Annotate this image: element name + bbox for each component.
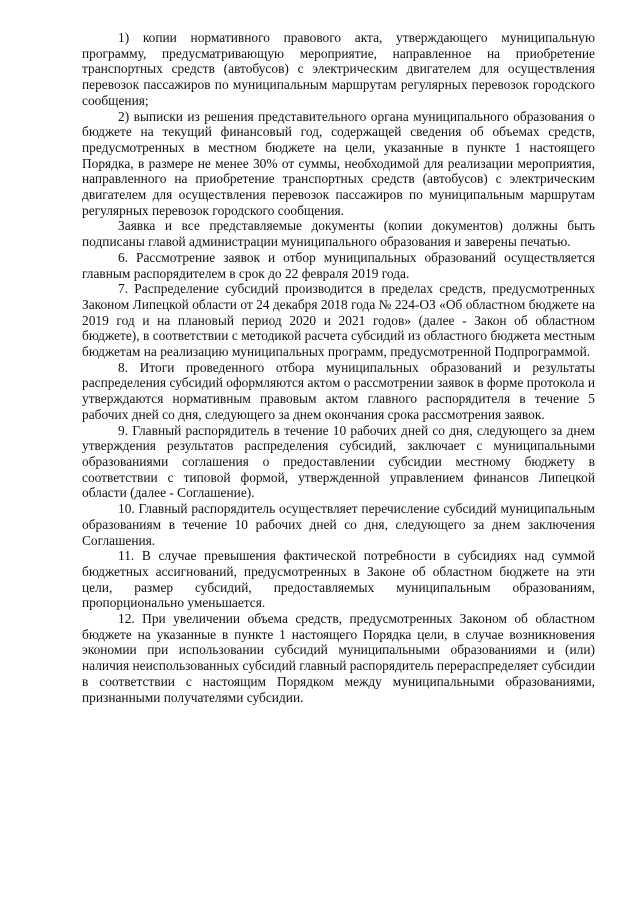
document-page (82, 30, 595, 705)
paragraph-8-results: 8. Итоги проведенного отбора муниципальных образований и результаты распределения субсидий оформляются актом о рассмотрении заявок в форме протокола и утверждаются нормативным правовым актом главного распорядителя в течение 5 рабочих дней со дня, следующего за днем окончания срока рассмотрения заявок. (82, 359, 595, 422)
paragraph-item-1-copy-of-act: 1) копии нормативного правового акта, утверждающего муниципальную программу, предусматривающую мероприятие, направленное на приобретение транспортных средств (автобусов) с электрическим двигателем для осуществления перевозок пассажиров по муниципальным маршрутам регулярных перевозок городского сообщения; (82, 30, 595, 108)
paragraph-12-redistribution: 12. При увеличении объема средств, предусмотренных Законом об областном бюджете на указанные в пункте 1 настоящего Порядка цели, в случае возникновения экономии при использовании субсидий муниципальными образованиями и (или) наличия неиспользованных субсидий главный распорядитель перераспределяет субсидии в соответствии с настоящим Порядком между муниципальными образованиями, признанными получателями субсидии. (82, 611, 595, 705)
paragraph-6-review: 6. Рассмотрение заявок и отбор муниципальных образований осуществляется главным распорядителем в срок до 22 февраля 2019 года. (82, 249, 595, 281)
paragraph-10-transfer: 10. Главный распорядитель осуществляет перечисление субсидий муниципальным образованиям в течение 10 рабочих дней со дня, следующего за днем заключения Соглашения. (82, 501, 595, 548)
paragraph-7-distribution: 7. Распределение субсидий производится в пределах средств, предусмотренных Законом Липецкой области от 24 декабря 2018 года № 224-ОЗ «Об областном бюджете на 2019 год и на плановый период 2020 и 2021 годов» (далее - Закон об областном бюджете), в соответствии с методикой расчета субсидий из областного бюджета местным бюджетам на реализацию муниципальных программ, предусмотренной Подпрограммой. (82, 281, 595, 360)
paragraph-9-agreement: 9. Главный распорядитель в течение 10 рабочих дней со дня, следующего за днем утверждения результатов распределения субсидий, заключает с муниципальными образованиями соглашения о предоставлении субсидии местному бюджету в соответствии с типовой формой, утвержденной управлением финансов Липецкой области (далее - Соглашение). (82, 422, 595, 501)
paragraph-11-reduction: 11. В случае превышения фактической потребности в субсидиях над суммой бюджетных ассигнований, предусмотренных в Законе об областном бюджете на эти цели, размер субсидий, предоставляемых муниципальным образованиям, пропорционально уменьшается. (82, 548, 595, 611)
paragraph-item-2-budget-extract: 2) выписки из решения представительного органа муниципального образования о бюджете на текущий финансовый год, содержащей сведения об объемах средств, предусмотренных в местном бюджете на цели, указанные в пункте 1 настоящего Порядка, в размере не менее 30% от суммы, необходимой для реализации мероприятия, направленного на приобретение транспортных средств (автобусов) с электрическим двигателем для осуществления перевозок пассажиров по муниципальным маршрутам регулярных перевозок городского сообщения. (82, 108, 595, 218)
paragraph-application-signing: Заявка и все представляемые документы (копии документов) должны быть подписаны главой администрации муниципального образования и заверены печатью. (82, 218, 595, 250)
